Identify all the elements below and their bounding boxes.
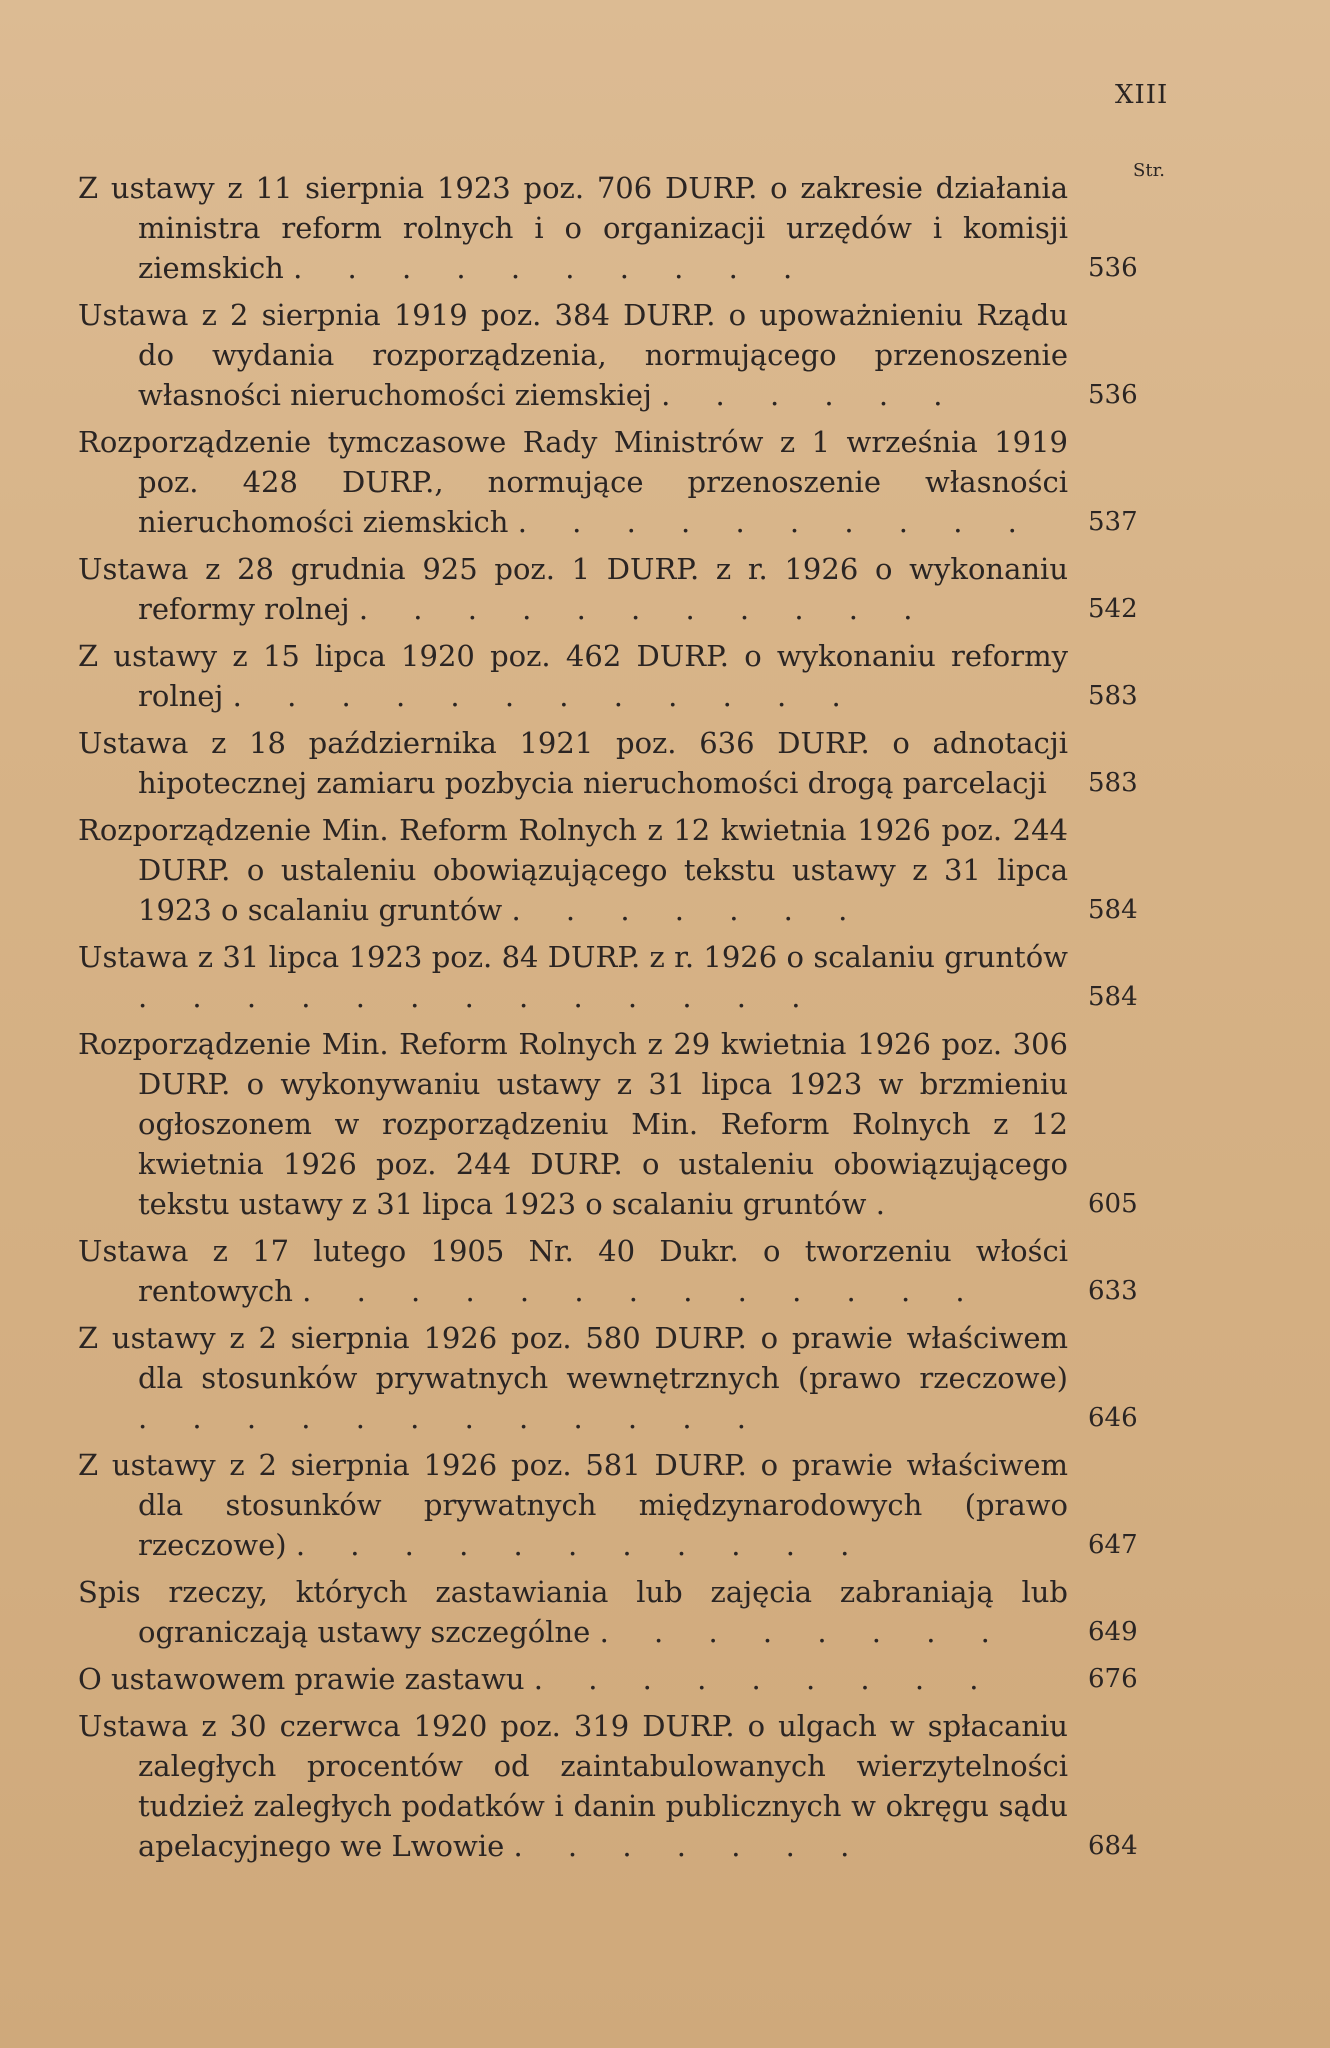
toc-entry-12 [78, 1445, 1178, 1565]
leader-dots: . . . . . . . . . . [517, 505, 1035, 539]
entry-page-number: 537 [1088, 507, 1138, 537]
entry-text: Rozporządzenie Min. Reform Rolnych z 12 kwietnia 1926 poz. 244 DURP. o ustaleniu obowiązującego tekstu ustawy z 31 lipca 1923 o scalaniu gruntów [78, 813, 1068, 927]
leader-dots: . . . . . . . . . . . [295, 1528, 868, 1562]
toc-entry-8 [78, 937, 1178, 1017]
leader-dots: . . . . . . . [513, 1829, 868, 1863]
toc-entry-15 [78, 1706, 1178, 1866]
entry-page-number: 647 [1088, 1530, 1138, 1560]
entry-text: Ustawa z 28 grudnia 925 poz. 1 DURP. z r. 1926 o wykonaniu reformy rolnej [78, 552, 1068, 626]
entry-page-number: 633 [1088, 1276, 1138, 1306]
entry-page-number: 583 [1088, 768, 1138, 798]
leader-dots: . . . . . . [661, 378, 961, 412]
leader-dots: . . . . . . . . [599, 1615, 1008, 1649]
entry-text: O ustawowem prawie zastawu [78, 1662, 525, 1696]
toc-entry-7 [78, 810, 1178, 930]
entry-text: Z ustawy z 15 lipca 1920 poz. 462 DURP. o wykonaniu reformy rolnej [78, 639, 1068, 713]
toc-entry-2 [78, 295, 1178, 415]
entry-page-number: 646 [1088, 1403, 1138, 1433]
entry-page-number: 584 [1088, 895, 1138, 925]
entry-text: Rozporządzenie tymczasowe Rady Ministrów z 1 września 1919 poz. 428 DURP., normujące przenoszenie własności nieruchomości ziemskich [78, 425, 1068, 539]
page-column-header: Str. [1133, 160, 1165, 181]
entry-page-number: 536 [1088, 380, 1138, 410]
leader-dots: . . . . . . . . . . [293, 251, 811, 285]
toc-entry-1 [78, 168, 1178, 288]
leader-dots: . . . . . . . . . . . . . [138, 980, 819, 1014]
leader-dots: . . . . . . . [511, 893, 866, 927]
toc-entry-4 [78, 549, 1178, 629]
entry-page-number: 649 [1088, 1617, 1138, 1647]
toc-entry-5 [78, 636, 1178, 716]
entry-page-number: 605 [1088, 1189, 1138, 1219]
toc-entry-13 [78, 1572, 1178, 1652]
toc-entry-14 [78, 1659, 1178, 1699]
entry-text: Z ustawy z 2 sierpnia 1926 poz. 580 DURP. o prawie właściwem dla stosunków prywatnych wewnętrznych (prawo rzeczowe) [78, 1321, 1068, 1395]
entry-text: Ustawa z 18 października 1921 poz. 636 DURP. o adnotacji hipotecznej zamiaru pozbycia nieruchomości drogą parcelacji [78, 726, 1068, 800]
leader-dots: . . . . . . . . . . . . . [302, 1274, 983, 1308]
leader-dots: . . . . . . . . . . . [358, 592, 931, 626]
leader-dots: . . . . . . . . . . . . [232, 679, 859, 713]
entry-page-number: 583 [1088, 681, 1138, 711]
toc-entry-10 [78, 1231, 1178, 1311]
entry-text: Z ustawy z 11 sierpnia 1923 poz. 706 DURP. o zakresie działania ministra reform rolnych i o organizacji urzędów i komisji ziemskich [78, 171, 1068, 285]
entry-text: Ustawa z 2 sierpnia 1919 poz. 384 DURP. o upoważnieniu Rządu do wydania rozporządzenia, normującego przenoszenie własności nieruchomości ziemskiej [78, 298, 1068, 412]
entry-page-number: 684 [1088, 1831, 1138, 1861]
entry-page-number: 584 [1088, 982, 1138, 1012]
toc-entry-3 [78, 422, 1178, 542]
leader-dots: . . . . . . . . . [533, 1662, 997, 1696]
toc-entry-9 [78, 1024, 1178, 1224]
entry-text: Ustawa z 17 lutego 1905 Nr. 40 Dukr. o tworzeniu włości rentowych [78, 1234, 1068, 1308]
page-number: XIII [1115, 80, 1169, 110]
entry-text: Z ustawy z 2 sierpnia 1926 poz. 581 DURP. o prawie właściwem dla stosunków prywatnych międzynarodowych (prawo rzeczowe) [78, 1448, 1068, 1562]
entry-page-number: 536 [1088, 253, 1138, 283]
toc-entry-11 [78, 1318, 1178, 1438]
table-of-contents [78, 168, 1178, 1873]
entry-text: Ustawa z 31 lipca 1923 poz. 84 DURP. z r. 1926 o scalaniu gruntów [78, 940, 1068, 974]
leader-dots: . [875, 1187, 903, 1221]
entry-text: Spis rzeczy, których zastawiania lub zajęcia zabraniają lub ograniczają ustawy szczególne [78, 1575, 1068, 1649]
entry-text: Rozporządzenie Min. Reform Rolnych z 29 kwietnia 1926 poz. 306 DURP. o wykonywaniu ustawy z 31 lipca 1923 w brzmieniu ogłoszonem w rozporządzeniu Min. Reform Rolnych z 12 kwietnia 1926 poz. 244 DURP. o ustaleniu obowiązującego tekstu ustawy z 31 lipca 1923 o scalaniu gruntów [78, 1027, 1068, 1221]
toc-entry-6 [78, 723, 1178, 803]
entry-text: Ustawa z 30 czerwca 1920 poz. 319 DURP. o ulgach w spłacaniu zaległych procentów od zaintabulowanych wierzytelności tudzież zaległych podatków i danin publicznych w okręgu sądu apelacyjnego we Lwowie [78, 1709, 1068, 1863]
entry-page-number: 542 [1088, 594, 1138, 624]
entry-page-number: 676 [1088, 1664, 1138, 1694]
leader-dots: . . . . . . . . . . . . [138, 1401, 765, 1435]
